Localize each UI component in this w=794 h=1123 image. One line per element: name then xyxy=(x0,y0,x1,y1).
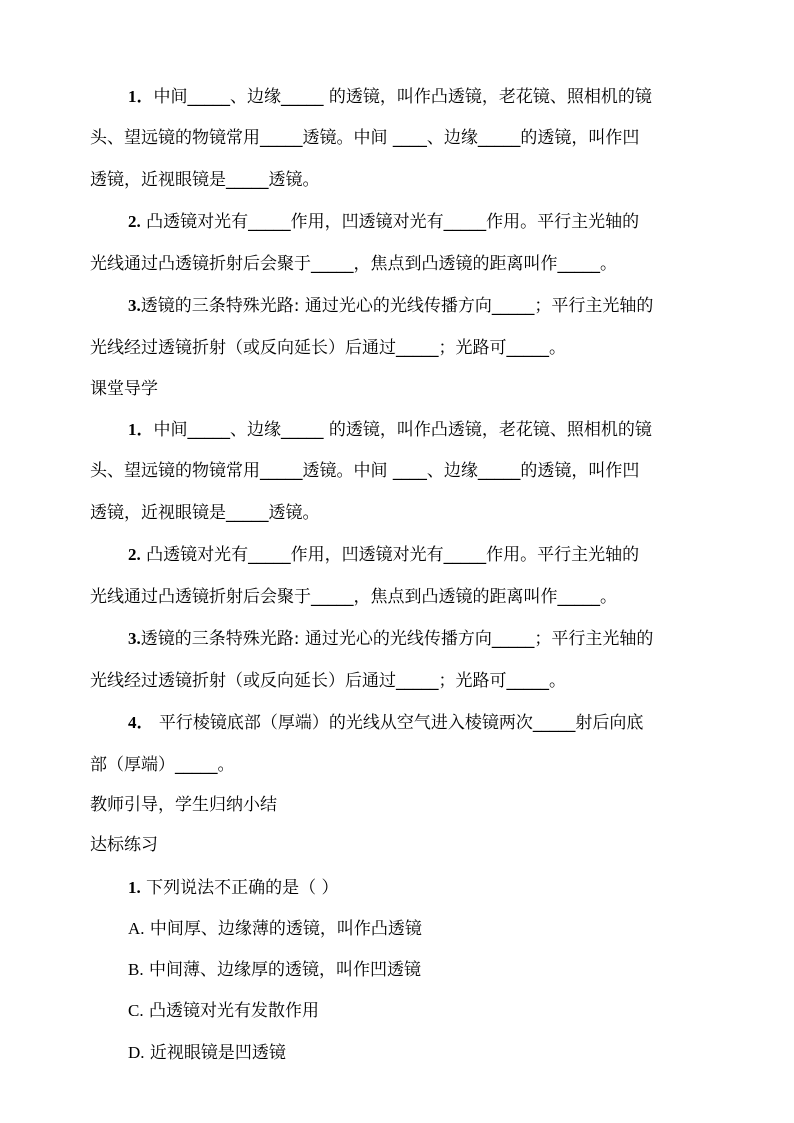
line-text: 透镜的三条特殊光路: 通过光心的光线传播方向_____；平行主光轴的 xyxy=(140,629,654,649)
text-line xyxy=(128,211,704,233)
line-text: 下列说法不正确的是（ ） xyxy=(140,878,339,898)
item-number: 4． xyxy=(128,713,154,732)
line-text: 光线经过透镜折射（或反向延长）后通过_____；光路可_____。 xyxy=(90,671,566,691)
line-text: 凸透镜对光有_____作用，凹透镜对光有_____作用。平行主光轴的 xyxy=(140,212,640,232)
text-line xyxy=(90,337,704,359)
option-text: 近视眼镜是凹透镜 xyxy=(144,1043,286,1063)
text-line xyxy=(128,419,704,441)
line-text: 光线通过凸透镜折射后会聚于_____，焦点到凸透镜的距离叫作_____。 xyxy=(90,587,617,607)
item-number: 2. xyxy=(128,545,141,564)
line-text: 中间_____、边缘_____ 的透镜，叫作凸透镜，老花镜、照相机的镜 xyxy=(153,420,652,440)
text-line xyxy=(128,544,704,566)
answer-option xyxy=(128,1042,704,1064)
line-text: 课堂导学 xyxy=(90,379,158,399)
line-text: 头、望远镜的物镜常用_____透镜。中间 ____、边缘_____的透镜，叫作凹 xyxy=(90,128,640,148)
answer-option xyxy=(128,1000,704,1022)
item-number: 2. xyxy=(128,212,141,231)
option-letter: D. xyxy=(128,1043,145,1062)
text-line xyxy=(90,169,704,191)
section-heading xyxy=(90,378,704,400)
text-line xyxy=(128,628,704,650)
option-text: 中间薄、边缘厚的透镜，叫作凹透镜 xyxy=(143,960,421,980)
line-text: 透镜的三条特殊光路: 通过光心的光线传播方向_____；平行主光轴的 xyxy=(140,296,654,316)
text-line xyxy=(90,670,704,692)
line-text: 凸透镜对光有_____作用，凹透镜对光有_____作用。平行主光轴的 xyxy=(140,545,640,565)
item-number: 1． xyxy=(128,420,154,439)
answer-option xyxy=(128,959,704,981)
text-line xyxy=(90,754,704,776)
text-line xyxy=(90,502,704,524)
text-line xyxy=(128,712,704,734)
line-text: 透镜，近视眼镜是_____透镜。 xyxy=(90,503,320,523)
line-text: 透镜，近视眼镜是_____透镜。 xyxy=(90,170,320,190)
section-heading xyxy=(90,794,704,816)
text-line xyxy=(128,86,704,108)
text-line xyxy=(90,586,704,608)
option-text: 凸透镜对光有发散作用 xyxy=(143,1001,319,1021)
option-letter: B. xyxy=(128,960,144,979)
answer-option xyxy=(128,918,704,940)
line-text: 头、望远镜的物镜常用_____透镜。中间 ____、边缘_____的透镜，叫作凹 xyxy=(90,461,640,481)
line-text: 光线通过凸透镜折射后会聚于_____，焦点到凸透镜的距离叫作_____。 xyxy=(90,254,617,274)
item-number: 3. xyxy=(128,296,141,315)
option-letter: A. xyxy=(128,919,145,938)
text-line xyxy=(128,295,704,317)
line-text: 教师引导，学生归纳小结 xyxy=(90,795,277,815)
text-line xyxy=(90,460,704,482)
section-heading xyxy=(90,834,704,856)
line-text: 达标练习 xyxy=(90,835,158,855)
option-text: 中间厚、边缘薄的透镜，叫作凸透镜 xyxy=(144,919,422,939)
item-number: 1． xyxy=(128,87,154,106)
line-text: 平行棱镜底部（厚端）的光线从空气进入棱镜两次_____射后向底 xyxy=(153,713,644,733)
option-letter: C. xyxy=(128,1001,144,1020)
question xyxy=(128,877,704,899)
item-number: 1. xyxy=(128,878,141,897)
text-line xyxy=(90,253,704,275)
line-text: 部（厚端）_____。 xyxy=(90,755,235,775)
line-text: 光线经过透镜折射（或反向延长）后通过_____；光路可_____。 xyxy=(90,338,566,358)
line-text: 中间_____、边缘_____ 的透镜，叫作凸透镜，老花镜、照相机的镜 xyxy=(153,87,652,107)
item-number: 3. xyxy=(128,629,141,648)
text-line xyxy=(90,127,704,149)
